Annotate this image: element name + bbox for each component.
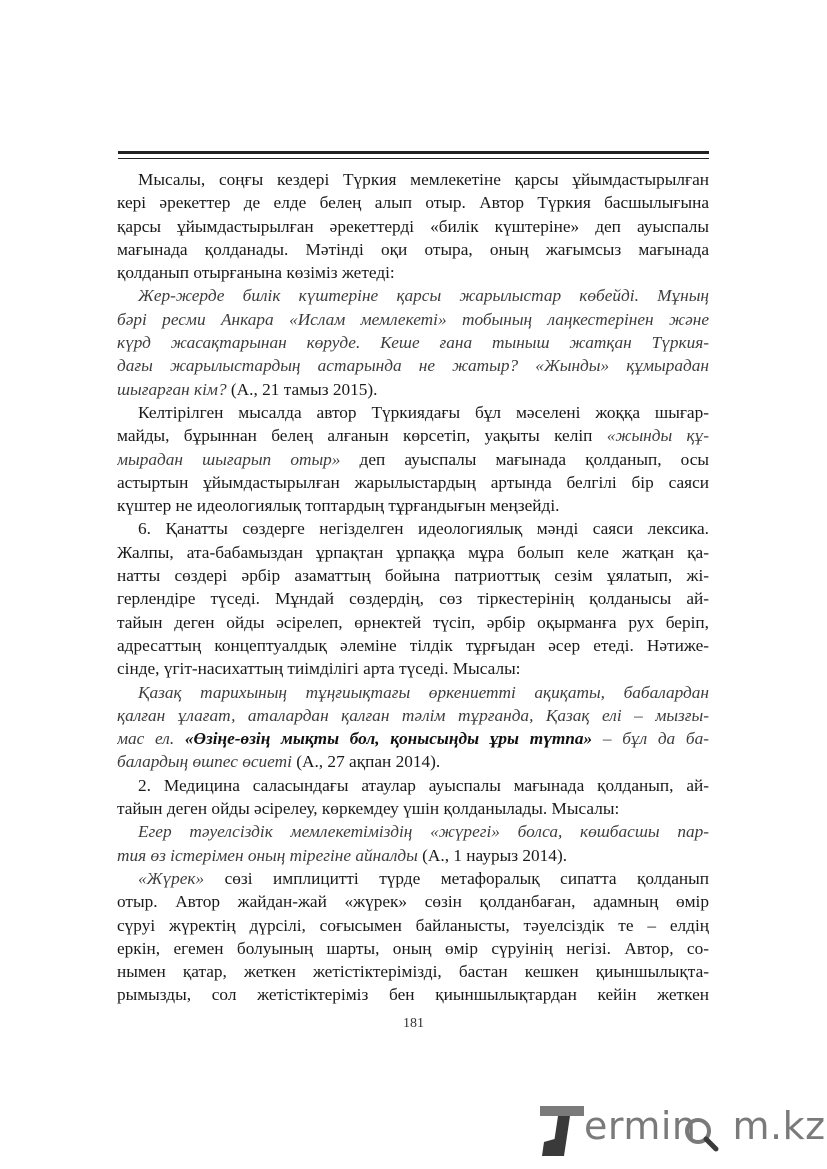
quote-text: мырадан шығарып отыр»	[117, 449, 341, 469]
text-line: 2. Медицина саласындағы атаулар ауыспалы мағынада қолданып, ай-	[138, 775, 709, 795]
citation: (А., 1 наурыз 2014).	[417, 845, 568, 865]
text-line: кері әрекеттер де елде белең алып отыр. Автор Түркия басшылығына	[117, 193, 709, 213]
text-line: сүруі жүректің дүрсілі, соғысымен байланысты, тәуелсіздік те – елдің	[117, 915, 709, 935]
logo-text-end: m.kz	[732, 1104, 826, 1148]
text-line: 6. Қанатты сөздерге негізделген идеологиялық мәнді саяси лексика.	[138, 519, 709, 539]
quote-line	[117, 378, 709, 401]
quote-text: балардың өшпес өсиеті	[117, 752, 292, 772]
text-run: деп ауыспалы мағынада қолданып, осы	[340, 449, 709, 469]
quote-text: «Жүрек»	[138, 868, 205, 888]
quote-text: – бұл да ба-	[592, 729, 709, 749]
text-line: Мысалы, соңғы кездері Түркия мемлекетіне қарсы ұйымдастырылған	[138, 170, 709, 189]
quote-line	[117, 727, 709, 750]
header-rule-thin	[118, 158, 709, 159]
termincom-logo[interactable]	[538, 1102, 826, 1162]
quote-line: Жер-жерде билік күштеріне қарсы жарылыстар көбейді. Мұның	[138, 286, 709, 306]
text-line: қарсы ұйымдастырылған әрекеттерді «билік күштеріне» деп ауыспалы	[117, 216, 709, 236]
citation: (А., 21 тамыз 2015).	[226, 379, 378, 399]
text-run: майды, бұрыннан белең алғанын көрсетіп, уақыты келіп	[117, 426, 593, 446]
quote-text: шығарған кім?	[117, 379, 227, 399]
quote-line	[117, 844, 709, 867]
quote-line: Қазақ тарихының тұңғиықтағы өркениетті ақиқаты, бабалардан	[138, 682, 709, 702]
quote-line	[117, 750, 709, 773]
bold-quote: «Өзіңе-өзің мықты бол, қонысыңды ұры түтпа»	[174, 729, 593, 749]
quote-line: күрд жасақтарынан көруде. Кеше ғана тыныш жатқан Түркия-	[117, 333, 709, 353]
text-line: Жалпы, ата-бабамыздан ұрпақтан ұрпаққа мұра болып келе жатқан қа-	[117, 542, 709, 562]
quote-line: Егер тәуелсіздік мемлекетіміздің «жүрегі» болса, көшбасшы пар-	[138, 822, 709, 842]
quote-text: тия өз істерімен оның тірегіне айналды	[117, 845, 418, 865]
text-line	[117, 448, 709, 471]
text-line: тайын деген ойды әсірелеу, көркемдеу үшін қолданылады. Мысалы:	[117, 799, 620, 819]
text-line: рымызды, сол жетістіктеріміз бен қиыншылықтардан кейін жеткен	[117, 985, 709, 1005]
text-line: тайын деген ойды әсірелеп, өрнектей түсіп, әрбір оқырманға рух беріп,	[117, 612, 709, 632]
text-line: отыр. Автор жайдан-жай «жүрек» сөзін қолданбаған, адамның өмір	[117, 892, 709, 912]
body-text	[117, 168, 709, 1007]
text-line: мағынада қолданады. Мәтінді оқи отыра, оның жағымсыз мағынада	[117, 239, 709, 259]
text-line: астыртын ұйымдастырылған жарылыстардың артында белгілі бір саяси	[117, 472, 709, 492]
page-number: 181	[403, 1016, 424, 1031]
text-line: қолданып отырғанына көзіміз жетеді:	[117, 263, 395, 283]
quote-line: бәрі ресми Анкара «Ислам мемлекеті» тобының лаңкестерінен және	[117, 309, 709, 329]
logo-text-start: ermin	[584, 1104, 697, 1148]
text-line	[117, 867, 709, 890]
text-line: нымен қатар, жеткен жетістіктерімізді, бастан кешкен қиыншылықта-	[117, 962, 709, 982]
header-rule-thick	[118, 151, 709, 154]
logo-letter-t-icon	[538, 1102, 588, 1160]
text-run: сөзі имплицитті түрде метафоралық сипатта қолданып	[204, 868, 709, 888]
text-line	[117, 424, 709, 447]
text-line: герлендіре түседі. Мұндай сөздердің, сөз тіркестерінің қолданысы ай-	[117, 589, 709, 609]
logo-magnifier-icon	[683, 1116, 719, 1152]
text-line: күштер не идеологиялық топтардың тұрғандығын меңзейді.	[117, 496, 560, 516]
text-line: адресаттың концептуалдық әлеміне тілдік тұрғыдан әсер етеді. Нәтиже-	[117, 635, 709, 655]
quote-line: қалған ұлағат, аталардан қалған тәлім тұрғанда, Қазақ елі – мызғы-	[117, 705, 709, 725]
text-line: сінде, үгіт-насихаттың тиімділігі арта түседі. Мысалы:	[117, 659, 521, 679]
text-line: Келтірілген мысалда автор Түркиядағы бұл мәселені жоққа шығар-	[138, 402, 709, 422]
citation: (А., 27 ақпан 2014).	[291, 752, 441, 772]
text-line: натты сөздері әрбір азаматтың бойына патриоттық сезім ұялатып, жі-	[117, 566, 709, 586]
quote-text: «жынды құ-	[606, 426, 709, 446]
quote-line: дағы жарылыстардың астарында не жатыр? «Жынды» құмырадан	[117, 356, 709, 376]
text-line: еркін, егемен болуының шарты, оның өмір сүруінің негізі. Автор, со-	[117, 938, 709, 958]
quote-text: мас ел.	[117, 729, 175, 749]
